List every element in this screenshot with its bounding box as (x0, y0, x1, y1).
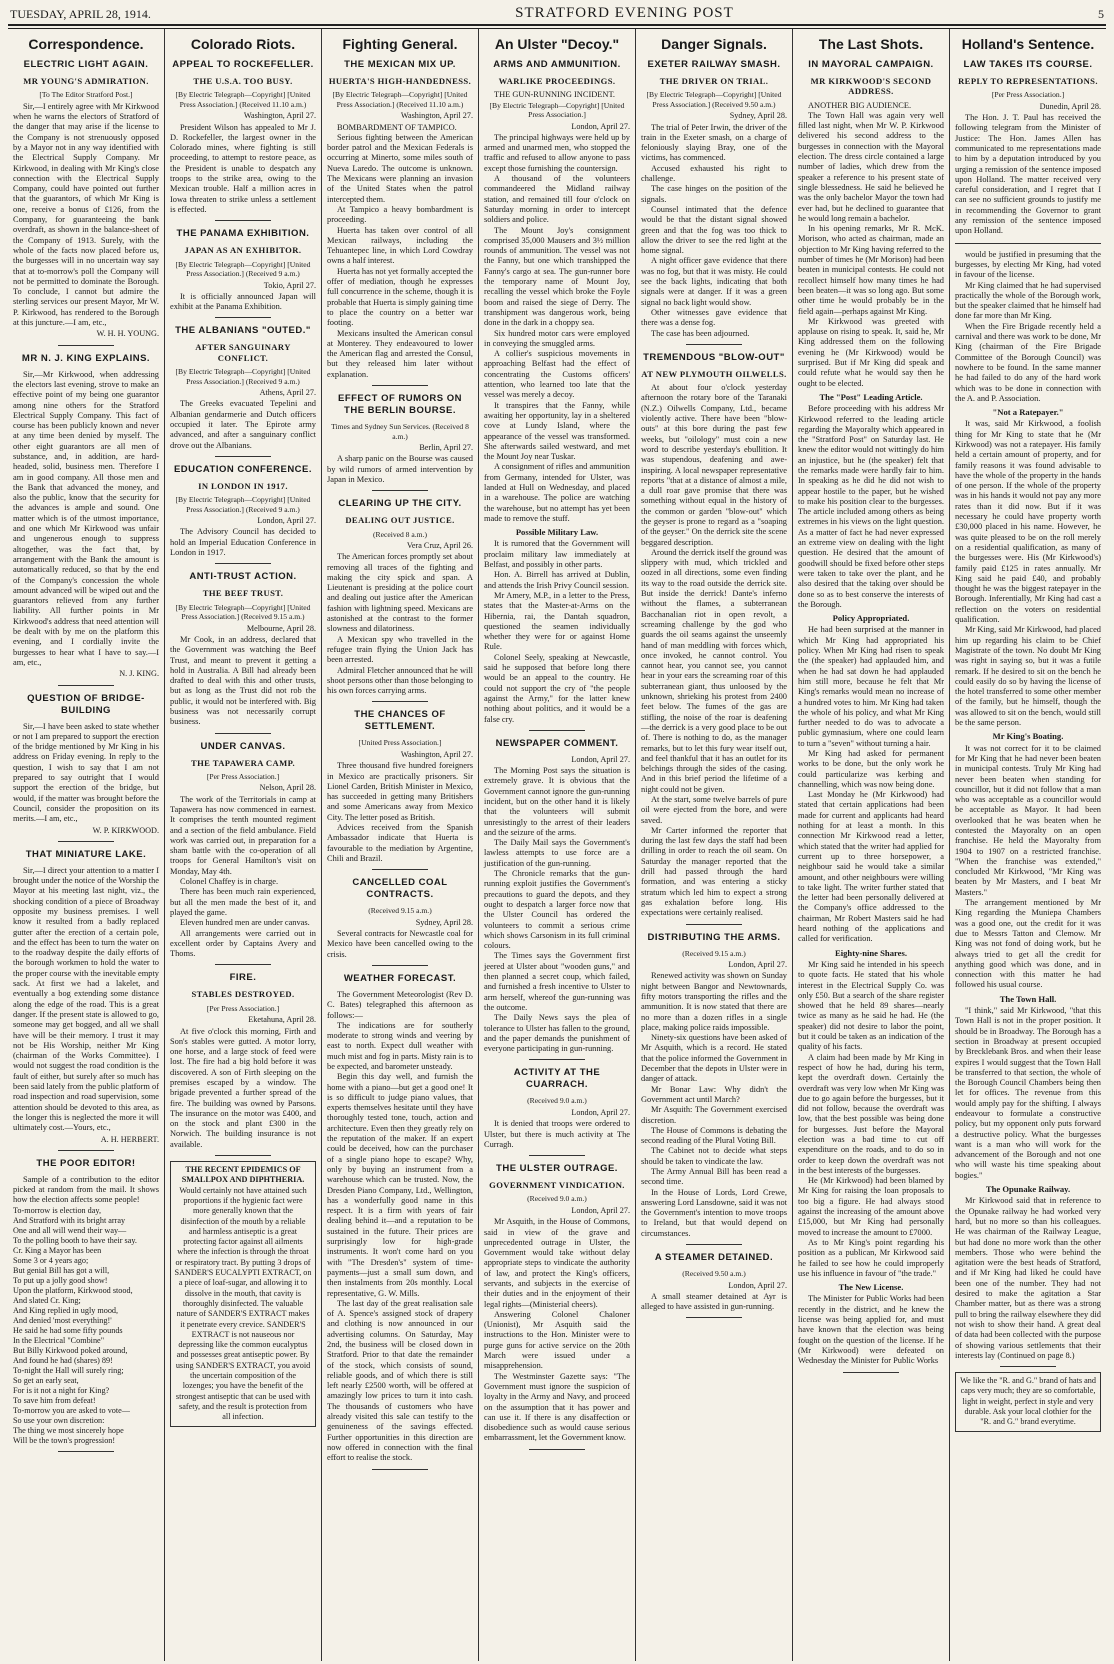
section-heading: CANCELLED COAL CONTRACTS. (352, 877, 448, 901)
paragraph: "I think," said Mr Kirkwood, "that this Town Hall is not in the proper position. It should be in Broadway. The Borough has a section in Broadway at present occupied by Brecklebank Bros. and when their lease expires I would suggest that the Town Hall be transferred to that section, the whole of the Borough Council Chambers being then let for offices. The revenue from this would amply pay for the shifting. I always endeavour to formulate a constructive policy, but my opponent only puts forward a destructive policy. What the burgesses want is a man who will work for the advancement of the Borough and not one who will waste his time speaking about bogies." (955, 1006, 1101, 1180)
section-subheading: DEALING OUT JUSTICE. (345, 515, 455, 526)
paragraph: Eleven hundred men are under canvas. (180, 918, 310, 928)
verse-line: To-morrow is election day, (13, 1205, 102, 1215)
page-number: 5 (1097, 7, 1104, 21)
divider (372, 490, 427, 491)
paragraph: Accused exhausted his right to challenge. (641, 163, 787, 184)
paragraph: Mexicans insulted the American consul at Monterey. They endeavoured to lower the American flag and arrested the Consul, but they released him later without explanation. (327, 328, 473, 379)
wire-credit: (Received 9.50 a.m.) (682, 1269, 746, 1279)
paragraph: Mr Asquith, in the House of Commons, said in view of the grave and unprecedented outrage in Ulster, the Government would take without delay appropriate steps to vindicate the authority of law, and protect the King's officers, servants, and subjects in the exercise of their duties and in the enjoyment of their legal rights—(Ministerial cheers). (484, 1217, 630, 1309)
inline-heading: "Not a Ratepayer." (992, 407, 1064, 418)
paragraph: Before proceeding with his address Mr Kirkwood referred to the leading article regarding the Mayoralty which appeared in the "Stratford Post" on Saturday last. He knew the editor would not wittingly do him an injustice, but he (the speaker) felt that the remarks made were hardly fair to him. In speaking as he did he did not wish to appear hostile to the paper, but he wished to make his position clear to the burgesses. The article included among others as being extremes in his views on the light question. As a matter of fact he had never expressed an extreme view on dealing with the light question. He desired that the amount of goodwill should be fixed before other steps were taken to take over the plant, and he also desired that the taking over should be done so as to best conserve the interests of the Borough. (798, 404, 944, 609)
paragraph: The arrangement mentioned by Mr King regarding the Muniepa Chambers was a good one, out the credit for it was due to Messrs Tatton and Clemow. Mr King was not fond of doing work, but he always tried to get all the credit for anything good which was done, and in connection with this matter he had followed his usual course. (955, 898, 1101, 990)
paragraph: Colonel Chaffey is in charge. (180, 877, 279, 887)
section-heading: THE POOR EDITOR! (36, 1157, 136, 1169)
dateline: London, April 27. (728, 960, 787, 970)
section-subheading: THE BEEF TRUST. (202, 588, 284, 599)
paragraph: The case has been adjourned. (651, 328, 750, 338)
paragraph: It was, said Mr Kirkwood, a foolish thing for Mr King to state that he (Mr Kirkwood) was not a ratepayer. His family held a certain amount of property, and for family reasons it was found advisable to have the whole of the property in the hands of one person. If the whole of the property was in his hands it would not pay any more rates than it did now. But if it was necessary he could have property worth £30,000 placed in his name. However, he was quite pleased to be on the roll merely on a residential qualification, as many of the burgesses were. His (Mr Kirkwood's) family paid £125 in rates annually. Mr King said he paid £40, and probably thought he was the biggest ratepayer in the Borough. Inferentially, Mr King had cast a reflection on the voters on residential qualification. (955, 419, 1101, 625)
paragraph: Renewed activity was shown on Sunday night between Bangor and Newtownards, fifty motors transporting the rifles and the ammunition. It is now stated that there are no more than a dozen rifles in a single place, making police raids impossible. (641, 971, 787, 1032)
paragraph: The Daily Mail says the Government's lawless attempts to use force are a justification of the gun-running. (484, 838, 630, 868)
divider (215, 220, 270, 221)
divider (58, 1451, 113, 1452)
paragraph: There has been much rain experienced, but all the men made the best of it, and played the game. (170, 887, 316, 917)
paragraph: All arrangements were carried out in excellent order by Captains Avery and Thoms. (170, 928, 316, 959)
verse-line: And denied 'most everything!' (13, 1315, 112, 1325)
paragraph: Begin this day well, and furnish the home with a piano—but get a good one! It is so difficult to judge piano values, that experts themselves hesitate until they have thoroughly tested tone, touch, action and architecture. Even then they greatly rely on the reputation of the maker. If an expert could be deceived, how can the purchaser of a single piano hope to escape? Why, only by buying an instrument from a warehouse which can be trusted. Now, the Dresden Piano Company, Ltd., Wellington, has a wonderfully good name in this respect. It is a firm with years of fair dealing behind it—and a reputation to be sustained in the future. Their prices are surprisingly low for high-grade instruments. It won't come hard on you with "The Dresden's" system of time-payments—just a small sum down, and then instalments from 20s monthly. Local representative, G. W. Mills. (327, 1072, 473, 1298)
paragraph: President Wilson has appealed to Mr J. D. Rockefeller, the largest owner in the Colorado mines, where fighting is still proceeding, to attempt to restore peace, as the President is unable to despatch any troops to the strike area, owing to the Mexican trouble. Half a million acres in Iowa threaten to strike unless a settlement is effected. (170, 122, 316, 214)
verse-line: But genial Bill has got a will, (13, 1265, 110, 1275)
verse-line: And slated Cr. King; (13, 1295, 81, 1305)
dateline: Berlin, April 27. (419, 443, 473, 453)
divider (686, 1317, 741, 1318)
section-heading: ARMS AND AMMUNITION. (493, 59, 621, 70)
paragraph: The Town Hall was again very well filled last night, when Mr W. P. Kirkwood delivered his second address to the burgesses in connection with the Mayoral election. The dress circle contained a large number of ladies, which drew from the speaker a reference to his present state of single blessedness. He said he believed he was the only bachelor Mayor the town had ever had, but he declined to guarantee that he would long remain a bachelor. (798, 110, 944, 223)
inline-heading: The New License. (838, 1282, 904, 1293)
verse-line: And Stratford with its bright array (13, 1215, 126, 1225)
column-headline: An Ulster "Decoy." (494, 36, 620, 52)
verse-line: To save him from defeat! (13, 1395, 96, 1405)
divider (529, 1449, 584, 1450)
dateline: London, April 27. (728, 1280, 787, 1290)
dateline: Dunedin, April 28. (1039, 101, 1101, 111)
dateline: London, April 27. (571, 754, 630, 764)
paragraph: Mr King, said Mr Kirkwood, had placed him up regarding his claim to be Chief Magistrate of the town. No doubt Mr King was right in saying so, but it was a futile remark. If he desired to sit on the bench he could easily do so by having the license of the hotel transferred to some other member of the family, but he himself, though the was allowed to sit on the bench, would still be the same person. (955, 625, 1101, 728)
paragraph: ANOTHER BIG AUDIENCE. (808, 100, 912, 110)
paragraph: Huerta has taken over control of all Mexican railways, including the Tehuantepec line, in which Lord Cowdray owns a half interest. (327, 225, 473, 266)
verse-line: Cr. King a Mayor has been (13, 1245, 102, 1255)
section-subheading: REPLY TO REPRESENTATIONS. (958, 76, 1098, 86)
paper-title: STRATFORD EVENING POST (515, 5, 734, 21)
verse-line: To the polling booth to have their say. (13, 1235, 137, 1245)
dateline: Sydney, April 28. (729, 111, 787, 121)
verse-line: One and all will wend their way— (13, 1225, 127, 1235)
paragraph: Six hundred motor cars were employed in conveying the smuggled arms. (484, 328, 630, 348)
section-subheading: MR YOUNG'S ADMIRATION. (23, 76, 149, 86)
column-2 (165, 29, 322, 1661)
column-headline: Colorado Riots. (190, 36, 296, 52)
section-heading: IN MAYORAL CAMPAIGN. (808, 59, 934, 70)
paragraph: Mr Kirkwood was greeted with applause on rising to speak. It, said he, Mr King addressed them on the following evening he (Mr Kirkwood) would be surprised. But if Mr King did speak and could refute what he would say then he ought to be elected. (798, 316, 944, 388)
paragraph: Last Monday he (Mr Kirkwood) had stated that certain applications had been made for current and applicants had heard nothing for at least a month. In this connection Mr Kirkwood read a letter, which stated that the writer had applied for current up to three horsepower, a neighbour said he would take a similar amount, and other neighbours were willing to take light. The writer further stated that the letter had been personally delivered at the Company's office addressed to the chairman, Mr Robert Masters said he had heard nothing of the applications and called for verification. (798, 790, 944, 944)
column-1 (8, 29, 165, 1661)
section-subheading: HUERTA'S HIGH-HANDEDNESS. (328, 76, 472, 86)
dateline: London, April 27. (571, 1107, 630, 1117)
ad-heading: THE RECENT EPIDEMICS OF SMALLPOX AND DIPHTHERIA. (181, 1165, 305, 1185)
paragraph: Around the derrick itself the ground was slippery with mud, which trickled and oozed in all directions, some even finding its way to the road outside the derrick site. But inside the derrick! Dante's inferno without the flames, a subterranean Bacchanalian riot in open revolt, a screaming challenge by the god who guards the oil seams against the unseemly hand of man meddling with forces which, once invoked, he cannot control. You cannot hear, you cannot see, you cannot hear in your ears the screaming roar of this subterranean giant, thus unloosed by the unknown, shrieking his protest from 2400 feet below. The fumes of the gas are stifling, the noise of the roar is deafening—the derrick is a very good place to be out of. There is nothing to do, as the manager remarks, but to let this fury wear itself out, and feel thankful that it has an outlet for its belchings through the sides of the casing. And in this brief period the lifetime of a night could not be given. (641, 547, 787, 794)
column-7 (950, 29, 1106, 1661)
divider (529, 1155, 584, 1156)
divider (372, 965, 427, 966)
signature: W. H. H. YOUNG. (96, 329, 159, 339)
dateline: Nelson, April 28. (259, 783, 316, 793)
paragraph: In the House of Lords, Lord Crewe, answering Lord Lansdowne, said it was not the Government's intention to move troops to Ireland, but that would depend on circumstances. (641, 1187, 787, 1238)
paragraph: The Hon. J. T. Paul has received the following telegram from the Minister of Justice: The Hon. James Allen has communicated to me representations made to him by a deputation introduced by you urging a remission of the sentence imposed upon Holland. The matter received very careful consideration, and I regret that I can see no sufficient grounds to justify me in recommending the Governor to grant any remission of the sentence imposed upon Holland. (955, 113, 1101, 236)
divider (372, 1469, 427, 1470)
dateline: Melbourne, April 28. (246, 623, 316, 633)
wire-credit: [By Electric Telegraph—Copyright] [United Press Association.] (Received 9 a.m.) (175, 495, 311, 514)
verse-line: But Billy Kirkwood poked around, (13, 1345, 128, 1355)
masthead (8, 4, 1106, 26)
advertisement (955, 1372, 1101, 1431)
paragraph: A collier's suspicious movements in approaching Belfast had the effect of concentrating the Customs officers' attention, who learned too late that the vessel was merely a decoy. (484, 349, 630, 400)
paragraph: At about four o'clock yesterday afternoon the rotary bore of the Taranaki (N.Z.) Oilwells Company, Ltd., became violently active. There have been "blow-outs" at this bore during the past few weeks, but "oilology" must coin a new word to describe yesterday's ebullition. It was stupendous, deafening and awe-inspiring. A local newspaper representative reports "that at a distance of almost a mile, a dull roar gave promise that there was something without equal in the history of the common or garden "blow-out" which the geyser is prone to regard as a "soaping of the geyser." On the derrick site the scene beggared description. (641, 383, 787, 547)
divider (843, 1372, 898, 1373)
wire-credit: [By Electric Telegraph—Copyright] [United Press Association.] (Received 9.50 a.m.) (646, 90, 782, 109)
paragraph: A thousand of the volunteers commandeered the Midland railway station, and remained till four o'clock on Saturday morning in order to intercept soldiers and police. (484, 174, 630, 225)
paragraph: The indications are for southerly moderate to strong winds and veering by east to north. Expect dull weather with much mist and fog in parts. Misty rain is to be expected, and barometer unsteady. (327, 1020, 473, 1071)
paragraph: The Army Annual Bill has been read a second time. (641, 1167, 787, 1187)
issue-date: TUESDAY, APRIL 28, 1914. (10, 7, 151, 21)
section-heading: DISTRIBUTING THE ARMS. (647, 931, 781, 943)
columns (8, 28, 1106, 1661)
paragraph: Colonel Seely, speaking at Newcastle, said he supposed that before long there would be an appeal to the country. He could not support the cry of "the people against the Army," for the latter knew nothing about politics, and it would be a false cry. (484, 652, 630, 724)
divider (215, 456, 270, 457)
dateline: Washington, April 27. (400, 749, 473, 759)
dateline: London, April 27. (571, 1205, 630, 1215)
dateline: Sydney, April 28. (415, 917, 473, 927)
wire-credit: [By Electric Telegraph—Copyright] [United Press Association.] (Received 11.10 a.m.) (332, 90, 468, 109)
paragraph: A sharp panic on the Bourse was caused by wild rumors of armed intervention by Japan in Mexico. (327, 454, 473, 484)
paragraph: The Times says the Government first jeered at Ulster about "wooden guns," and then planned a secret coup, which failed, and furnished a fresh incentive to Ulster to arm herself, whereof the gun-running was the outcome. (484, 951, 630, 1012)
verse-line: And found he had (shares) 89! (13, 1355, 113, 1365)
wire-credit: [By Electric Telegraph—Copyright] [United Press Association.] (Received 9 a.m.) (175, 259, 311, 279)
section-subheading: STABLES DESTROYED. (191, 989, 295, 1000)
column-3 (322, 29, 479, 1661)
section-heading: THE PANAMA EXHIBITION. (176, 228, 310, 240)
inline-heading: The Opunake Railway. (985, 1184, 1071, 1195)
paragraph: He (Mr Kirkwood) had been blamed by Mr King for raising the loan proposals to too big a figure. He had always stood against the increasing of the amount above £15,000, but Mr King had personally moved to increase the amount to £7000. (798, 1176, 944, 1237)
divider (372, 385, 427, 386)
paragraph: Mr King had asked for permanent works to be done, but the only work he could particularize was kerbing and channelling, which was now being done. (798, 749, 944, 789)
verse-line: So use your own discretion: (13, 1415, 105, 1425)
section-subheading: MR KIRKWOOD'S SECOND ADDRESS. (810, 76, 932, 97)
divider (215, 733, 270, 734)
verse-line: In the Electrical "Combine" (13, 1335, 105, 1345)
paragraph: A night officer gave evidence that there was no fog, but that it was misty. He could see the back lights, indicating that both signals were at danger. If it was a green signal no back light would show. (641, 256, 787, 307)
verse-line: To-night the Hall will surely ring; (13, 1365, 124, 1375)
wire-credit: [By Electric Telegraph—Copyright] [United Press Association.] (Received 9.15 a.m.) (175, 602, 311, 622)
paragraph: Mr Bonar Law: Why didn't the Government act until March? (641, 1084, 787, 1104)
paragraph: When the Fire Brigade recently held a carnival and there was work to be done, Mr King (chairman of the Fire Brigade Committee of the Borough Council) was nowhere to be found. In the same manner he had failed to do any of the hard work which was to be done in connection with the A. and P. Association. (955, 321, 1101, 403)
paragraph: The Advisory Council has decided to hold an Imperial Education Conference in London in 1917. (170, 527, 316, 558)
paragraph: A Mexican spy who travelled in the refugee train flying the Union Jack has been arrested. (327, 634, 473, 665)
paragraph: The Greeks evacuated Tepelini and Albanian gendarmerie and Dutch officers occupied it later. The Epirote army advanced, and after a sanguinary conflict drove out the Albanians. (170, 399, 316, 450)
divider (215, 1155, 270, 1156)
paragraph: Sir,—Mr Kirkwood, when addressing the electors last evening, strove to make an effective point of my being one guarantor among nine others for the Stratford Electrical Supply Company. This fact of course has been publicly known and never at any time been denied by myself. The other eight guarantors are all men of substance, and, in addition, are hard-headed, solid, business men. Therefore I am in good company. All those men and the Bank that advanced the money, and also the public, know that the security for the advances is ample and sound. One matter which is of the utmost importance, and one which Mr Kirkwood was unfair and ungenerous enough to suppress altogether, was the fact that, by arrangement with the Bank the amount is automatically reduced, so that by the end of the Company's concession the whole amount advanced will be wiped out and the guarantors relieved from any further liability. All further points in Mr Kirkwood's address that need attention will be dealt with by me on the platform this evening, and I cordially invite the burgesses to hear what I have to say.—I am, etc., (13, 369, 159, 667)
wire-credit: [To The Editor Stratford Post.] (39, 90, 133, 100)
section-heading: THE ULSTER OUTRAGE. (496, 1163, 618, 1175)
paragraph: The work of the Territorials in camp at Tapawera has now commenced in earnest. It comprises the tenth mounted regiment and a section of the field ambulance. Field work was carried out, in preparation for a sham battle with the co-operation of all troops for General Hamilton's visit on Monday, May 4th. (170, 794, 316, 876)
section-subheading: THE U.S.A. TOO BUSY. (193, 76, 293, 86)
wire-credit: [United Press Association.] (358, 738, 442, 748)
paragraph: Mr Carter informed the reporter that during the last few days the staff had been drilling in order to reach the oil seam. On Saturday the manager reported that the drill had passed through the hard formation, and was entering a sticky stratum which led him to expect a strong gas exhalation before long. His expectations were certainly realised. (641, 825, 787, 918)
paragraph: Sample of a contribution to the editor picked at random from the mail. It shows how the election affects some people! (13, 1174, 159, 1205)
paragraph: Mr Kirkwood said that in reference to the Opunake railway he had worked very hard, but no more so than his colleagues. He was chairman of the Railway League, but had done no more work than the other members. Those who were behind the agitation were the best heads of Stratford, and if Mr King had liked he could have been one of the number. They had not desired to make the agitation a Star Chamber matter, but as there was a strong pull to bring the railway elsewhere they did not wish to show their hand. A great deal of data had been collected with the purpose of showing various settlements that their interests lay (Continued on page 8.) (955, 1196, 1101, 1360)
paragraph: The Daily News says the plea of tolerance to Ulster has fallen to the ground, and the paper demands the punishment of everyone participating in gun-running. (484, 1013, 630, 1054)
paragraph: Answering Colonel Chaloner (Unionist), Mr Asquith said the instructions to the Hon. Minister were to purge guns for active service on the 20th March were issued under a misapprehension. (484, 1309, 630, 1371)
inline-heading: Policy Appropriated. (832, 613, 910, 624)
paragraph: Admiral Fletcher announced that he will shoot persons other than those belonging to his own forces carrying arms. (327, 665, 473, 696)
verse-line: For is it not a night for King? (13, 1385, 110, 1395)
wire-credit: [Per Press Association.] (991, 90, 1065, 100)
divider (58, 1150, 113, 1151)
section-heading: EDUCATION CONFERENCE. (173, 463, 313, 475)
section-heading: EFFECT OF RUMORS ON THE BERLIN BOURSE. (337, 393, 463, 417)
section-heading: THAT MINIATURE LAKE. (25, 848, 147, 860)
column-headline: Danger Signals. (661, 36, 767, 52)
section-heading: ACTIVITY AT THE CUARRACH. (513, 1067, 601, 1091)
wire-credit: [By Electric Telegraph—Copyright] [United Press Association.] (489, 100, 625, 120)
divider (686, 1244, 741, 1245)
inline-heading: Mr King's Boating. (992, 731, 1064, 742)
paragraph: At five o'clock this morning, Firth and Son's stables were gutted. A motor lorry, one horse, and a large stock of feed were lost. The fire had a big hold before it was discovered. A son of Firth sleeping on the premises escaped by a window. The brigade prevented a further spread of the fire. The building was owned by Parsons. The insurance on the motor was £400, and on the stock and plant £300 in the Norwich. The building insurance is not available. (170, 1026, 316, 1149)
signature: W. P. KIRKWOOD. (92, 825, 159, 835)
column-headline: Correspondence. (28, 36, 144, 52)
divider (58, 345, 113, 346)
column-4 (479, 29, 636, 1661)
paragraph: Three thousand five hundred foreigners in Mexico are practically prisoners. Sir Lionel Carden, British Minister in Mexico, has succeeded in getting many Britishers and some Americans away from Mexico City. The letter posed as British. (327, 761, 473, 822)
paragraph: Several contracts for Newcastle coal for Mexico have been cancelled owing to the crisis. (327, 929, 473, 959)
dateline: Washington, April 27. (243, 111, 316, 121)
column-headline: The Last Shots. (818, 36, 924, 52)
verse-line: He said he had some fifty pounds (13, 1325, 123, 1335)
dateline: Eketahuna, April 28. (248, 1015, 316, 1025)
divider (58, 685, 113, 686)
paragraph: Ninety-six questions have been asked of Mr Asquith, which is a record. He stated that the police informed the Government in December that the depots in Ulster were in danger of attack. (641, 1033, 787, 1084)
paragraph: Advices received from the Spanish Ambassador indicate that Huerta is favourable to the mediation by Argentine, Chili and Brazil. (327, 823, 473, 863)
section-heading: LAW TAKES ITS COURSE. (963, 59, 1093, 70)
column-6 (793, 29, 950, 1661)
dateline: London, April 27. (571, 121, 630, 131)
wire-credit: (Received 9.15 a.m.) (682, 948, 746, 958)
dateline: London, April 27. (257, 516, 316, 526)
verse-line: Upon the platform, Kirkwood stood, (13, 1285, 133, 1295)
ad-text: Would certainly not have attained such proportions if the hygienic fact were more generally known that the disinfection of the mouth by a reliable and harmless antiseptic is a great protecting factor against all ailments where the infection is through the throat or respiratory tract. By putting 3 drops of SANDER'S EUCALYPTI EXTRACT, on a piece of loaf-sugar, and allowing it to dissolve in the mouth, that cavity is thoroughly disinfected. The valuable nature of SANDER'S EXTRACT makes it penetrate every crevice. SANDER'S EXTRACT is not nauseous nor depressing like the common eucalyptus and possesses great antiseptic power. By using SANDER'S EXTRACT, you avoid the uncertain composition of the lozenges; you have the benefit of the strongest antiseptic that can be used with safety, and the result is protection from all infection. (174, 1185, 312, 1422)
paragraph: The Cabinet not to decide what steps should be taken to vindicate the law. (641, 1146, 787, 1166)
section-heading: THE MEXICAN MIX UP. (344, 59, 456, 70)
signature: N. J. KING. (119, 669, 159, 679)
section-subheading: THE DRIVER ON TRIAL. (659, 76, 769, 86)
wire-credit: [By Electric Telegraph—Copyright] [United Press Association.] (Received 9 a.m.) (175, 367, 311, 386)
dateline: Vera Cruz, April 26. (406, 541, 473, 550)
paragraph: The case hinges on the position of the signals. (641, 184, 787, 204)
section-heading: UNDER CANVAS. (200, 740, 286, 752)
section-heading: QUESTION OF BRIDGE-BUILDING (27, 692, 145, 716)
paragraph: Sir,—I direct your attention to a matter I brought under the notice of the Worship the Mayor at his meeting last night, viz., the shocking condition of a piece of Broadway opposite my business premises. I well know it resulted from a badly replaced gutter after the erection of a certain pole, and the effect has been to turn the water on to the roadway despite the daily efforts of the borough workmen to hold the water to the proper course with the inevitable empty sack. At first we had a lakelet, and eventually a bog extending some distance along the edge of the road. This is a great danger. If the present state is allowed to go, someone may get bogged, and all we shall have will be their memory. I trust it may not be His Worship, neither Mr King (chairman of the Works Committee). I would not suggest the road condition is the fault of either, but surely after so much has been said lately from the public platform of road inspection and road supervision, some attention should be devoted to this area, as the longer this is neglected the more it will ultimately cost.—Yours, etc., (13, 865, 159, 1133)
paragraph: Counsel intimated that the defence would be that the distant signal showed green and that the fog was too thick to allow the driver to see the red light at the home signal. (641, 204, 787, 256)
advertisement (170, 1161, 316, 1426)
divider (372, 701, 427, 702)
section-heading: FIRE. (229, 972, 257, 984)
section-heading: THE CHANCES OF SETTLEMENT. (354, 709, 446, 733)
column-5 (636, 29, 793, 1661)
paragraph: The American forces promptly set about removing all traces of the fighting and making the city spick and span. A Lieutenant is presiding at the police court and dealing out justice after the American fashion with lightning speed. Mexicans are astonished at the contrast to the former slowness and dilatoriness. (327, 552, 473, 634)
signature: A. H. HERBERT. (100, 1134, 159, 1144)
paragraph: THE GUN-RUNNING INCIDENT. (494, 90, 616, 100)
section-heading: A STEAMER DETAINED. (654, 1252, 774, 1264)
paragraph: At Tampico a heavy bombardment is proceeding. (327, 204, 473, 225)
wire-credit: [Per Press Association.] (206, 1003, 280, 1013)
divider (529, 1059, 584, 1060)
section-heading: NEWSPAPER COMMENT. (495, 737, 619, 749)
paragraph: Mr King said he intended in his speech to quote facts. He stated that his whole interest in the Electrical Supply Co. was only £50. But a search of the share register showed that he held 89 shares—nearly twice as many as he said he had. He (the speaker) did not desire to labor the point, but it could be taken as an indication of the quality of his facts. (798, 959, 944, 1052)
section-subheading: IN LONDON IN 1917. (198, 480, 288, 491)
divider (215, 317, 270, 318)
paragraph: At the start, some twelve barrels of pure oil were ejected from the bore, and were saved. (641, 795, 787, 825)
wire-credit: [By Electric Telegraph—Copyright] [United Press Association.] (Received 11.10 a.m.) (175, 90, 311, 109)
verse-line: Will be the town's progression! (13, 1435, 116, 1445)
paragraph: A consignment of rifles and ammunition from Germany, intended for Ulster, was landed at Hull on Wednesday, and placed in a warehouse. The police are watching the warehouse, but no attempt has yet been made to remove the stuff. (484, 462, 630, 523)
wire-credit: (Received 9.0 a.m.) (527, 1194, 587, 1204)
paragraph: The House of Commons is debating the second reading of the Plural Voting Bill. (641, 1125, 787, 1146)
paragraph: It is officially announced Japan will exhibit at the Panama Exhibition. (170, 291, 316, 312)
verse-line: The thing we most sincerely hope (13, 1425, 124, 1435)
paragraph: Mr Amery, M.P., in a letter to the Press, states that the Master-at-Arms on the Hibernia, rai, the Dantah squadron, questioned the seamen individually whether they were for or against Home Rule. (484, 590, 630, 652)
wire-credit: (Received 9.15 a.m.) (368, 906, 432, 916)
section-heading: CLEARING UP THE CITY. (338, 498, 462, 510)
paragraph: The Minister for Public Works had been recently in the district, and he knew the license was being applied for, and must have known that the election was being fought on the question of the license. If he (Mr Kirkwood) were defeated on Wednesday the Minister for Public Works (798, 1294, 944, 1366)
paragraph: As to Mr King's point regarding his position as a publican, Mr Kirkwood said he failed to see how he could improperly use his influence in favour of "the trade." (798, 1237, 944, 1278)
wire-credit: (Received 9.0 a.m.) (527, 1096, 587, 1106)
divider (686, 344, 741, 345)
divider (955, 243, 1101, 244)
paragraph: Mr King claimed that he had supervised practically the whole of the Borough work, but the speaker claimed that he himself had done far more than Mr King. (955, 280, 1101, 321)
section-heading: ELECTRIC LIGHT AGAIN. (23, 59, 149, 70)
paragraph: Serious fighting between the American border patrol and the Mexican Federals is occurring at Minerto, some miles south of Nueva Laredo. The outcome is unknown. The Mexicans were planning an invasion of the United States when the patrol intercepted them. (327, 132, 473, 204)
verse-line: So get an early seat, (13, 1375, 79, 1385)
paragraph: The Chronicle remarks that the gun-running exploit justifies the Government's precautions to guard the depots, and they ought to despatch a larger force now that the Ulster Council has ordered the volunteers to commit a serious crime which shows Carsonism in its full criminal colours. (484, 869, 630, 951)
paragraph: It was not correct for it to be claimed for Mr King that he had never been beaten in municipal contests. Truly Mr King had never been beaten when standing for councillor, but it did not follow that a man who was acceptable as a councillor would be acceptable as Mayor. It had been overlooked that he was beaten when he contested the Mayoralty on an open franchise. He held the Mayoralty from 1904 to 1907 on a restricted franchise. "When the franchise was extended," concluded Mr Kirkwood, "Mr King was beaten by Mr Masters, and I beat Mr Masters." (955, 743, 1101, 897)
inline-heading: Possible Military Law. (515, 527, 599, 538)
section-heading: APPEAL TO ROCKEFELLER. (172, 59, 314, 70)
divider (215, 563, 270, 564)
section-heading: TREMENDOUS "BLOW-OUT" (643, 351, 785, 363)
paragraph: BOMBARDMENT OF TAMPICO. (337, 122, 457, 132)
paragraph: It is rumored that the Government will proclaim military law immediately at Belfast, and possibly in other parts. (484, 539, 630, 570)
paragraph: The Government Meteorologist (Rev D. C. Bates) telegraphed this afternoon as follows:— (327, 989, 473, 1020)
divider (215, 964, 270, 965)
wire-credit: (Received 8 a.m.) (373, 529, 427, 539)
section-heading: EXETER RAILWAY SMASH. (647, 59, 781, 70)
divider (686, 924, 741, 925)
divider (1000, 1366, 1055, 1367)
section-subheading: GOVERNMENT VINDICATION. (489, 1180, 625, 1191)
section-heading: MR N. J. KING EXPLAINS. (21, 352, 151, 364)
column-headline: Fighting General. (342, 36, 458, 52)
paragraph: A claim had been made by Mr King in respect of how he had, during his term, kept the overdraft down. Certainly the overdraft was very low when Mr King was due to go again before the burgesses, but it did not follow, because the overdraft was low, that the best possible was being done for burgesses. Just before the Mayoral election was a bad time to cut off expenditure on the roads, and to do so in order to keep down the overdraft was not in the best interests of the burgesses. (798, 1052, 944, 1175)
verse-line: To-morrow you are asked to vote— (13, 1405, 130, 1415)
inline-heading: The Town Hall. (999, 993, 1057, 1004)
paragraph: would be justified in presuming that the burgesses, by electing Mr King, had voted in favour of the license. (955, 249, 1101, 280)
paragraph: It is denied that troops were ordered to Ulster, but there is much activity at The Curragh. (484, 1119, 630, 1149)
verse-line: To put up a jolly good show! (13, 1275, 108, 1285)
section-subheading: JAPAN AS AN EXHIBITOR. (184, 245, 302, 256)
verse-line: Some 3 or 4 years ago; (13, 1255, 89, 1265)
divider (529, 730, 584, 731)
paragraph: The Mount Joy's consignment comprised 35,000 Mausers and 3½ million rounds of ammunition. The vessel was not the Fanny, but one which transhipped the Fanny's cargo at sea. The gun-runner bore the temporary name of Mount Joy, recalling the vessel which broke the Foyle boom and raised the siege of Derry. The transhipment was dangerous work, being done in the dark in a choppy sea. (484, 225, 630, 328)
column-headline: Holland's Sentence. (961, 36, 1095, 52)
dateline: Athens, April 27. (259, 388, 316, 398)
paragraph: He had been surprised at the manner in which Mr King had appropriated his policy. When Mr King had risen to speak the (the speaker) had applauded him, and when he had sat down he had applauded him still more, because he felt that Mr King's remarks would mean no increase of a hundred votes to him. Mr King had taken the whole of his policy, and what Mr King further needed to do was to advocate a public gymnasium, where one could learn to turn a "seven" without turning a hair. (798, 625, 944, 748)
dateline: Tokio, April 27. (263, 280, 316, 290)
paragraph: Hon. A. Birrell has arrived at Dublin, and attends the Irish Privy Council session. (484, 570, 630, 590)
section-subheading: AT NEW PLYMOUTH OILWELLS. (641, 368, 787, 379)
paragraph: Huerta has not yet formally accepted the offer of mediation, though he expresses full concurrence in the scheme, though it is probable that Huerta is simply gaining time to place the country on a better war footing. (327, 266, 473, 328)
paragraph: A small steamer detained at Ayr is alleged to have assisted in gun-running. (641, 1291, 787, 1312)
section-subheading: WARLIKE PROCEEDINGS. (498, 76, 616, 86)
wire-credit: [Per Press Association.] (206, 771, 280, 781)
verse-line: And King replied in ugly mood, (13, 1305, 119, 1315)
inline-heading: Eighty-nine Shares. (835, 947, 907, 958)
ad-text: We like the "R. and G." brand of hats and caps very much; they are so comfortable, light in weight, perfect in style and very durable. Ask your local clothier for the "R. and G." brand everytime. (960, 1376, 1096, 1427)
section-subheading: THE TAPAWERA CAMP. (190, 757, 296, 768)
paragraph: The Morning Post says the situation is extremely grave. It is obvious that the Government cannot ignore the gun-running incident, but on the other hand it is likely that the volunteers will submit unresistingly to the arrest of their leaders and the seizure of the arms. (484, 766, 630, 837)
paragraph: Mr Asquith: The Government exercised discretion. (641, 1105, 787, 1125)
inline-heading: The "Post" Leading Article. (819, 391, 923, 402)
paragraph: The principal highways were held up by armed and unarmed men, who stopped the traffic and refused to allow anyone to pass except those furnishing the countersign. (484, 132, 630, 173)
section-subheading: AFTER SANGUINARY CONFLICT. (195, 342, 291, 363)
paragraph: Other witnesses gave evidence that there was a dense fog. (641, 307, 787, 328)
paragraph: Sir,—I have been asked to state whether or not I am prepared to support the erection of the bridge mentioned by Mr King in his address on Friday evening. In reply to the question, I wish to say that I am not prepared to say outright that I would support the erection of the bridge, but would, if the matter was brought before the Council, consider the proposition on its merits.—I am, etc., (13, 721, 159, 824)
dateline: Washington, April 27. (400, 111, 473, 121)
divider (58, 841, 113, 842)
section-heading: THE ALBANIANS "OUTED." (175, 325, 311, 337)
paragraph: The Westminster Gazette says: "The Government must ignore the suspicion of loyalty in the Army and Navy, and proceed on the assumption that it has power and can use it. If there is any disaffection or disobedience such as would cause serious embarrassment, let the Government know. (484, 1371, 630, 1443)
paragraph: Sir,—I entirely agree with Mr Kirkwood when he warns the electors of Stratford of the danger that may arise if the license to the Company is not strenuously opposed by a Mayor not in any way identified with the Electrical Supply Company. Mr Kirkwood, in dealing with Mr King's close connection with the Electrical Supply Company, could have pointed out further that the guarantors, of which Mr King is one, receive a bonus of £126, from the Company, for guaranteeing the bank overdraft, as shown in the balance-sheet of the Company of 1913. Surely, with the whole of the facts now placed before us, the burgesses will in no uncertain way say that at to-morrow's poll the Company will not be permitted to dominate the Borough. To conclude, I cannot but admire the sterling services our present Mayor, Mr W. P. Kirkwood, has rendered to the Borough at this juncture.—I am, etc., (13, 101, 159, 328)
section-heading: ANTI-TRUST ACTION. (189, 571, 297, 583)
paragraph: The last day of the great realisation sale of A. Spence's assigned stock of drapery and clothing is now announced in our advertising columns. On Saturday, May 2nd, the business will be closed down in Stratford. Prior to that date the remainder of the stock, which consists of sound, reliable goods, and of which there is still left nearly £2500 worth, will be offered at amazingly low prices to turn it into cash. The thousands of customers who have already visited this sale can testify to the genuineness of the savings effected. Further opportunities in this direction are now offered in connection with the final effort to realise the stock. (327, 1298, 473, 1463)
divider (372, 869, 427, 870)
paragraph: In his opening remarks, Mr R. McK. Morison, who acted as chairman, made an objection to Mr King having referred to the number of times he (Mr Morison) had been beaten in municipal contests. He could not recollect himself how many times he had been beaten—it was so long ago. But some other time he would probably be in the field again—perhaps against Mr King. (798, 224, 944, 316)
section-heading: WEATHER FORECAST. (343, 972, 457, 984)
wire-credit: Times and Sydney Sun Services. (Received 8 a.m.) (331, 422, 469, 441)
paragraph: The trial of Peter Irwin, the driver of the train in the Exeter smash, on a charge of feloniously slaying Bray, one of the victims, has commenced. (641, 122, 787, 163)
paragraph: Mr Cook, in an address, declared that the Government was watching the Beef Trust, and meant to prevent it getting a hold in Australia. A Bill had already been drafted to deal with this and other trusts, but as long as the Trust did not rob the public, it would not be interfered with. Big business was not necessarily corrupt business. (170, 634, 316, 727)
paragraph: It transpires that the Fanny, while awaiting her opportunity, lay in a sheltered cove at Lundy Island, where the appearance of the vessel was transformed. She afterwards sailed westward, and met the Mount Joy near Tuskar. (484, 400, 630, 462)
